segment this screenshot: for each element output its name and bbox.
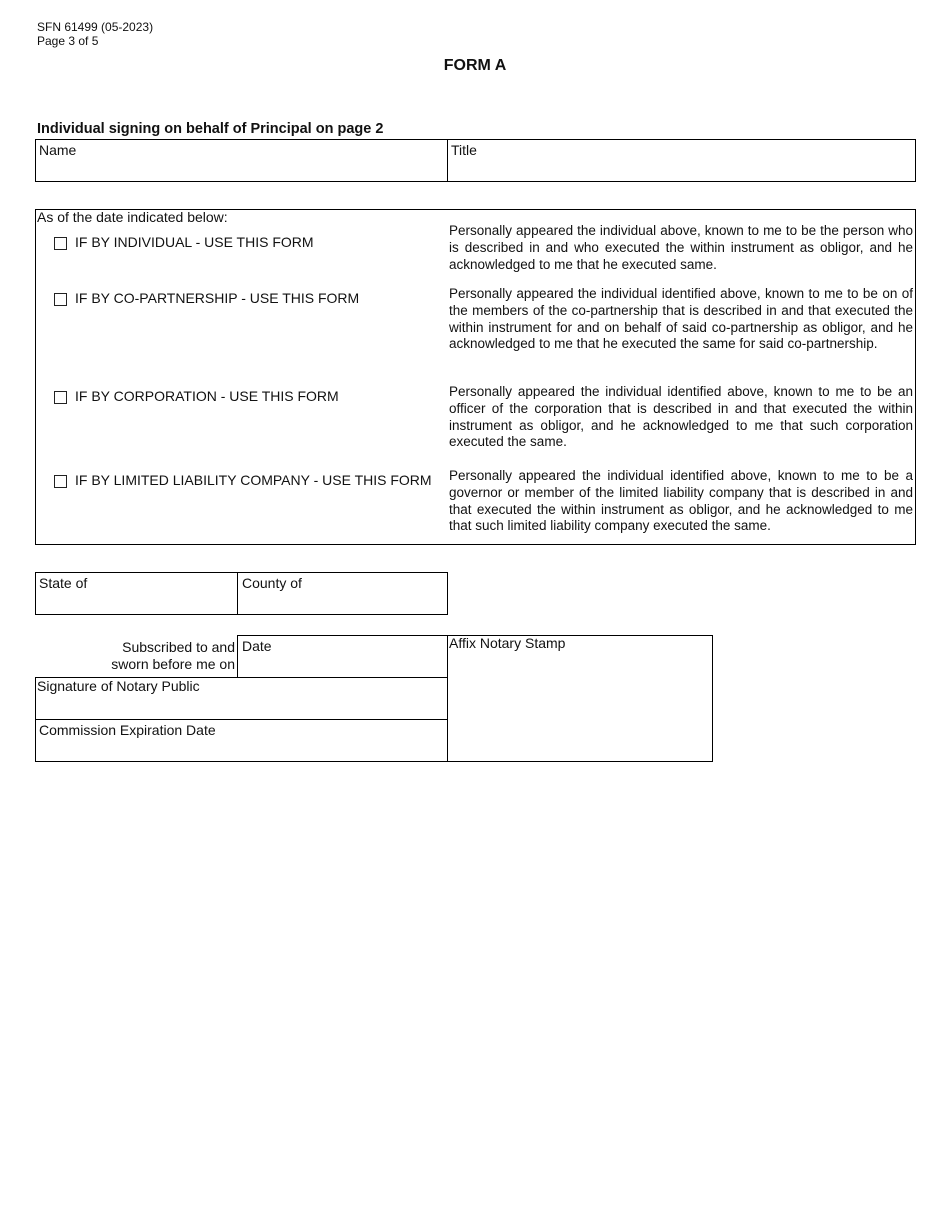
county-field[interactable] — [238, 573, 447, 614]
llc-option-label: IF BY LIMITED LIABILITY COMPANY - USE THIS FORM — [75, 472, 432, 488]
acknowledgment-intro: As of the date indicated below: — [37, 209, 228, 225]
notary-signature-field[interactable] — [36, 678, 447, 719]
date-field[interactable] — [238, 636, 447, 677]
subscribed-label-line1: Subscribed to and — [122, 639, 235, 655]
individual-option-text: Personally appeared the individual above, known to me to be the person who is described in and who executed the within instrument as obligor, and he acknowledged to me that he executed same. — [449, 223, 913, 272]
co-partnership-checkbox[interactable] — [54, 293, 67, 306]
llc-checkbox[interactable] — [54, 475, 67, 488]
corporation-option-text: Personally appeared the individual identified above, known to me to be an officer of the corporation that is described in and that executed the within instrument as obligor, and he acknowledged to me that such corporation executed the same. — [449, 384, 913, 450]
stamp-label: Affix Notary Stamp — [449, 635, 566, 651]
signer-heading: Individual signing on behalf of Principal on page 2 — [37, 121, 384, 137]
subscribed-label-line2: sworn before me on — [111, 656, 235, 672]
individual-checkbox[interactable] — [54, 237, 67, 250]
form-number: SFN 61499 (05-2023) — [37, 20, 154, 34]
name-label: Name — [39, 142, 77, 158]
county-label: County of — [242, 575, 302, 591]
title-field[interactable] — [448, 140, 915, 181]
commission-expiration-field[interactable] — [36, 720, 447, 761]
co-partnership-option-label: IF BY CO-PARTNERSHIP - USE THIS FORM — [75, 290, 360, 306]
state-label: State of — [39, 575, 88, 591]
corporation-option-label: IF BY CORPORATION - USE THIS FORM — [75, 388, 339, 404]
name-field[interactable] — [36, 140, 447, 181]
notary-bottom-line — [35, 761, 713, 762]
stamp-right-line — [712, 635, 713, 762]
corporation-checkbox[interactable] — [54, 391, 67, 404]
co-partnership-option-text: Personally appeared the individual identified above, known to me to be on of the members of the co-partnership that is described in and that executed the within instrument for and on behalf of said co-partnership as obligor, and he acknowledged to me that he executed the same for said co-partnership. — [449, 286, 913, 352]
individual-option-label: IF BY INDIVIDUAL - USE THIS FORM — [75, 234, 314, 250]
form-title: FORM A — [443, 57, 507, 74]
date-label: Date — [242, 638, 272, 654]
signature-label: Signature of Notary Public — [37, 678, 200, 694]
stamp-left-line — [447, 635, 448, 762]
page-number: Page 3 of 5 — [37, 34, 99, 48]
llc-option-text: Personally appeared the individual identified above, known to me to be a governor or member of the limited liability company that is described in and that executed the within instrument as obligor, and he acknowledged to me that such limited liability company executed the same. — [449, 468, 913, 534]
state-field[interactable] — [36, 573, 237, 614]
title-label: Title — [451, 142, 477, 158]
commission-label: Commission Expiration Date — [39, 722, 216, 738]
